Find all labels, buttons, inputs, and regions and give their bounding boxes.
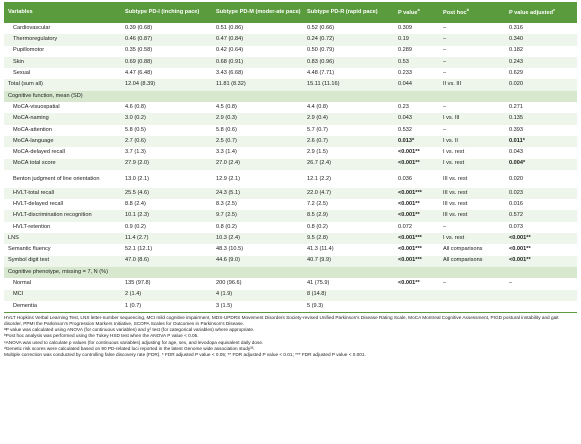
table-cell: – <box>439 57 505 68</box>
table-cell: 0.19 <box>394 34 439 45</box>
table-cell: 9.7 (2.5) <box>212 210 303 221</box>
table-cell: 2.7 (0.6) <box>121 136 212 147</box>
table-cell: III vs. rest <box>439 188 505 199</box>
table-cell: 5.8 (0.6) <box>216 126 237 133</box>
footnote: ᵃP value was calculated using ANOVA (for continuous variables) and χ² test (for categorical variables) where appropriate. <box>4 327 255 333</box>
table-cell: 3.43 (6.68) <box>216 70 244 77</box>
column-header-label: P value adjusted <box>509 10 554 17</box>
table-row <box>4 256 577 267</box>
row-label: HVLT-delayed recall <box>13 201 63 207</box>
table-cell: All comparisons <box>443 246 483 253</box>
table-cell: 0.243 <box>505 57 577 68</box>
table-cell: 0.24 (0.72) <box>303 34 394 45</box>
table-cell: 8 (14.8) <box>303 290 394 301</box>
table-cell: 41 (75.9) <box>307 280 330 287</box>
footnote-marker: c <box>553 7 556 13</box>
column-header-label: P value <box>398 10 418 17</box>
table-cell: – <box>443 126 447 133</box>
table-cell: <0.001*** <box>398 246 422 253</box>
table-cell: – <box>443 70 447 77</box>
table-cell: 0.182 <box>509 47 523 54</box>
table-cell: 0.073 <box>509 223 523 230</box>
table-row <box>4 147 577 158</box>
table-cell: 8.8 (2.4) <box>125 201 146 207</box>
table-cell: 0.23 <box>398 103 409 110</box>
column-header-label: Post hoc <box>443 10 467 17</box>
table-cell: 0.8 (0.2) <box>216 223 237 230</box>
table-cell: I vs. rest <box>439 159 505 170</box>
column-header <box>303 2 394 23</box>
table-cell: 2.9 (0.4) <box>303 113 394 124</box>
table-row <box>4 34 577 45</box>
row-label: Pupillomotor <box>13 47 45 54</box>
table-row <box>4 57 577 68</box>
table-cell: 12.1 (2.2) <box>307 175 331 182</box>
table-cell: 3 (1.5) <box>212 301 303 313</box>
row-label: Normal <box>13 280 32 287</box>
row-label: Thermoregulatory <box>4 34 121 45</box>
table-cell: 3.3 (1.4) <box>216 149 237 156</box>
table-row <box>4 301 577 313</box>
table-cell: 4.47 (6.48) <box>125 70 153 77</box>
table-cell: 0.532 <box>398 126 412 133</box>
footnotes <box>4 315 577 358</box>
table-cell: 0.271 <box>509 103 523 110</box>
table-cell: 200 (96.6) <box>216 280 242 287</box>
table-cell: 12.9 (2.1) <box>216 175 240 182</box>
table-cell: 7.2 (2.5) <box>307 201 328 207</box>
table-cell: 0.289 <box>398 47 412 54</box>
table-cell: 0.020 <box>509 175 523 182</box>
table-cell: 0.393 <box>509 126 523 133</box>
column-header <box>121 2 212 23</box>
table-cell: <0.001*** <box>394 188 439 199</box>
table-row <box>4 290 577 301</box>
table-cell: 0.043 <box>394 113 439 124</box>
table-cell: <0.001** <box>505 233 577 244</box>
table-row <box>4 23 577 34</box>
table-cell: 0.043 <box>509 149 523 156</box>
table-cell: <0.001** <box>398 149 420 156</box>
table-cell: <0.001** <box>394 159 439 170</box>
table-cell: 0.39 (0.68) <box>125 24 153 31</box>
table-cell: 5.7 (0.7) <box>307 126 328 133</box>
table-cell: 0.309 <box>398 24 412 31</box>
table-row <box>4 222 577 233</box>
table-cell: 2.9 (1.5) <box>307 149 328 156</box>
table-cell: 41.3 (11.4) <box>307 246 334 253</box>
table-body <box>4 23 577 313</box>
table-cell: 27.0 (2.4) <box>212 159 303 170</box>
table-cell: 0.023 <box>505 188 577 199</box>
table-row <box>4 170 577 188</box>
table-cell: 1 (0.7) <box>121 301 212 313</box>
table-row <box>4 278 577 289</box>
row-label: MoCA-delayed recall <box>13 149 65 156</box>
footnote: ᵈGenetic risk scores were calculated based on 90 PD-related loci reported in the latest Genome wide association study³³. <box>4 345 255 351</box>
table-cell: 8.3 (2.5) <box>216 201 237 207</box>
column-header <box>505 2 577 23</box>
table-cell: – <box>443 103 447 110</box>
table-cell: – <box>443 280 447 287</box>
column-header-label: Subtype PD-R (rapid pace) <box>307 9 378 16</box>
table-cell: 0.340 <box>505 34 577 45</box>
table-cell <box>394 301 439 313</box>
row-label: MoCA-language <box>4 136 121 147</box>
footnote: HVLT Hopkins Verbal Learning Test, LNS letter-number sequencing, MCI mild cognitive impairment, MDS-UPDRS Movement Disorders Society-revised Unified Parkinson's Disease Rating Scale, MoCA Montreal Cognitive Assessment, PIGD postural instability and gait disorder, PPMI the Parkinson's Progression Markers Initiative, SCOPA Scales for Outcomes in Parkinson's Disease. <box>4 315 559 327</box>
row-label: Sexual <box>13 70 31 77</box>
table-row <box>4 199 577 210</box>
table-cell: 10.3 (2.4) <box>212 233 303 244</box>
table-cell: 4 (1.9) <box>212 290 303 301</box>
table-cell: 25.5 (4.6) <box>121 188 212 199</box>
table-cell: 0.42 (0.64) <box>216 47 244 54</box>
section-title: Cognitive phenotype, missing = 7, N (%) <box>4 267 577 278</box>
table-cell: 0.316 <box>509 24 523 31</box>
table-cell: 0.004* <box>505 159 577 170</box>
table-cell: 0.51 (0.86) <box>216 24 244 31</box>
row-label: HVLT-discrimination recognition <box>4 210 121 221</box>
column-header <box>394 2 439 23</box>
table-row <box>4 113 577 124</box>
row-label: MoCA-attention <box>13 126 52 133</box>
table-cell <box>505 301 577 313</box>
table-cell: III vs. rest <box>443 201 468 207</box>
table-cell: 52.1 (12.1) <box>125 246 153 253</box>
table-cell: 5.8 (0.5) <box>125 126 146 133</box>
table-cell: 27.9 (2.0) <box>121 159 212 170</box>
row-label: MCI <box>4 290 121 301</box>
column-header <box>439 2 505 23</box>
footnote: Multiple correction was conducted by controlling false discovery rate (FDR). * FDR adjusted P value < 0.05; ** FDR adjusted P value < 0.01; *** FDR adjusted P value < 0.001. <box>4 351 366 357</box>
table-cell: 0.233 <box>398 70 412 77</box>
table-row <box>4 159 577 170</box>
table-cell: 2.5 (0.7) <box>212 136 303 147</box>
table-cell: 0.629 <box>509 70 523 77</box>
table-cell: 0.036 <box>398 175 412 182</box>
table-cell: <0.001** <box>505 256 577 267</box>
table-cell: 0.044 <box>394 79 439 90</box>
results-table <box>4 2 577 313</box>
table-cell: 11.81 (8.32) <box>212 79 303 90</box>
footnote: ᶜANOVA was used to calculate p values (for continuous variables) adjusting for age, sex, and levodopa equivalent daily dose. <box>4 339 264 345</box>
table-cell: 10.1 (2.3) <box>121 210 212 221</box>
table-cell: 26.7 (2.4) <box>303 159 394 170</box>
table-cell: I vs. rest <box>439 233 505 244</box>
table-cell <box>439 301 505 313</box>
table-cell: II vs. III <box>439 79 505 90</box>
table-cell: – <box>443 223 447 230</box>
table-cell: 12.04 (8.39) <box>121 79 212 90</box>
table-row <box>4 233 577 244</box>
table-cell: I vs. rest <box>443 149 465 156</box>
table-cell: 11.4 (2.7) <box>121 233 212 244</box>
table-cell <box>439 290 505 301</box>
table-row <box>4 46 577 57</box>
header-row <box>4 2 577 23</box>
row-label: HVLT-retention <box>13 223 51 230</box>
table-cell: 3.0 (0.2) <box>121 113 212 124</box>
table-cell: All comparisons <box>439 256 505 267</box>
row-label: Symbol digit test <box>4 256 121 267</box>
row-label: Benton judgment of line orientation <box>13 175 100 182</box>
table-cell: 44.6 (9.0) <box>212 256 303 267</box>
table-cell: III vs. rest <box>439 210 505 221</box>
table-cell: 0.072 <box>398 223 412 230</box>
table-cell: 0.8 (0.2) <box>307 223 328 230</box>
table-cell: 0.50 (0.79) <box>307 47 335 54</box>
table-row <box>4 136 577 147</box>
row-label: MoCA-visuospatial <box>13 103 60 110</box>
section-title: Cognitive function, mean (SD) <box>4 91 577 102</box>
table-cell: 22.0 (4.7) <box>303 188 394 199</box>
table-cell: <0.001** <box>509 246 531 253</box>
row-label: MoCA-naming <box>4 113 121 124</box>
table-cell <box>394 290 439 301</box>
table-cell: 0.572 <box>505 210 577 221</box>
table-cell: 0.013* <box>394 136 439 147</box>
table-row <box>4 188 577 199</box>
table-cell: 9.5 (2.8) <box>303 233 394 244</box>
row-label: Skin <box>4 57 121 68</box>
table-cell: 13.0 (2.1) <box>125 175 149 182</box>
table-cell: 5 (9.3) <box>303 301 394 313</box>
table-cell: 47.0 (8.6) <box>121 256 212 267</box>
table-cell: 0.53 <box>394 57 439 68</box>
table-cell: 0.011* <box>505 136 577 147</box>
table-cell: 3.7 (1.3) <box>125 149 146 156</box>
table-cell: <0.001*** <box>394 256 439 267</box>
column-header <box>4 2 121 23</box>
table-row <box>4 125 577 136</box>
table-cell: <0.001*** <box>394 233 439 244</box>
table-cell: 0.9 (0.2) <box>125 223 146 230</box>
table-cell: 24.3 (5.1) <box>212 188 303 199</box>
table-cell: 0.68 (0.91) <box>212 57 303 68</box>
footnote: ᵇPost hoc analysis was performed using the Tukey HSD test when the ANOVA P value < 0.05. <box>4 333 199 339</box>
section-row <box>4 91 577 102</box>
table-cell: 0.47 (0.84) <box>212 34 303 45</box>
table-cell: 0.135 <box>505 113 577 124</box>
table-row <box>4 68 577 79</box>
table-cell: III vs. rest <box>443 175 468 182</box>
table-cell: 40.7 (9.9) <box>303 256 394 267</box>
row-label: Total (sum all) <box>4 79 121 90</box>
row-label: MoCA total score <box>4 159 121 170</box>
table-cell: <0.001** <box>394 210 439 221</box>
row-label: Dementia <box>4 301 121 313</box>
table-cell: 135 (97.8) <box>125 280 151 287</box>
column-header <box>212 2 303 23</box>
table-cell: 15.11 (11.16) <box>303 79 394 90</box>
table-cell: I vs. II <box>439 136 505 147</box>
table-row <box>4 244 577 255</box>
table-row <box>4 210 577 221</box>
table-cell: 8.5 (2.9) <box>303 210 394 221</box>
column-header-label: Subtype PD-I (inching pace) <box>125 9 200 16</box>
table-cell: 0.52 (0.66) <box>307 24 335 31</box>
table-row <box>4 102 577 113</box>
table-cell: 4.4 (0.8) <box>307 103 328 110</box>
table-cell: 0.020 <box>505 79 577 90</box>
section-row <box>4 267 577 278</box>
table-cell: 2.6 (0.7) <box>303 136 394 147</box>
table-cell: <0.001** <box>398 201 420 207</box>
table-cell: – <box>443 24 447 31</box>
column-header-label: Subtype PD-M (moder-ate pace) <box>216 9 301 16</box>
page <box>4 2 577 358</box>
column-header-label: Variables <box>8 9 33 16</box>
table-cell: 4.5 (0.8) <box>216 103 237 110</box>
table-cell: <0.001** <box>398 280 420 287</box>
table-cell: – <box>509 280 513 287</box>
table-row <box>4 79 577 90</box>
row-label: Cardiovascular <box>13 24 51 31</box>
table-cell: 4.6 (0.8) <box>125 103 146 110</box>
table-cell: I vs. III <box>439 113 505 124</box>
footnote-marker: b <box>466 7 470 13</box>
table-cell <box>505 290 577 301</box>
table-cell: 0.46 (0.87) <box>121 34 212 45</box>
table-cell: 0.35 (0.58) <box>125 47 153 54</box>
table-cell: 48.3 (10.5) <box>216 246 244 253</box>
table-cell: 0.69 (0.88) <box>121 57 212 68</box>
table-cell: 2 (1.4) <box>121 290 212 301</box>
table-cell: 0.016 <box>509 201 523 207</box>
row-label: Semantic fluency <box>8 246 51 253</box>
footnote-marker: a <box>417 7 420 13</box>
row-label: LNS <box>4 233 121 244</box>
table-cell: 0.83 (0.96) <box>303 57 394 68</box>
table-cell: – <box>439 34 505 45</box>
row-label: HVLT-total recall <box>4 188 121 199</box>
table-cell: 4.48 (7.71) <box>307 70 335 77</box>
table-cell: – <box>443 47 447 54</box>
table-cell: 2.9 (0.3) <box>212 113 303 124</box>
